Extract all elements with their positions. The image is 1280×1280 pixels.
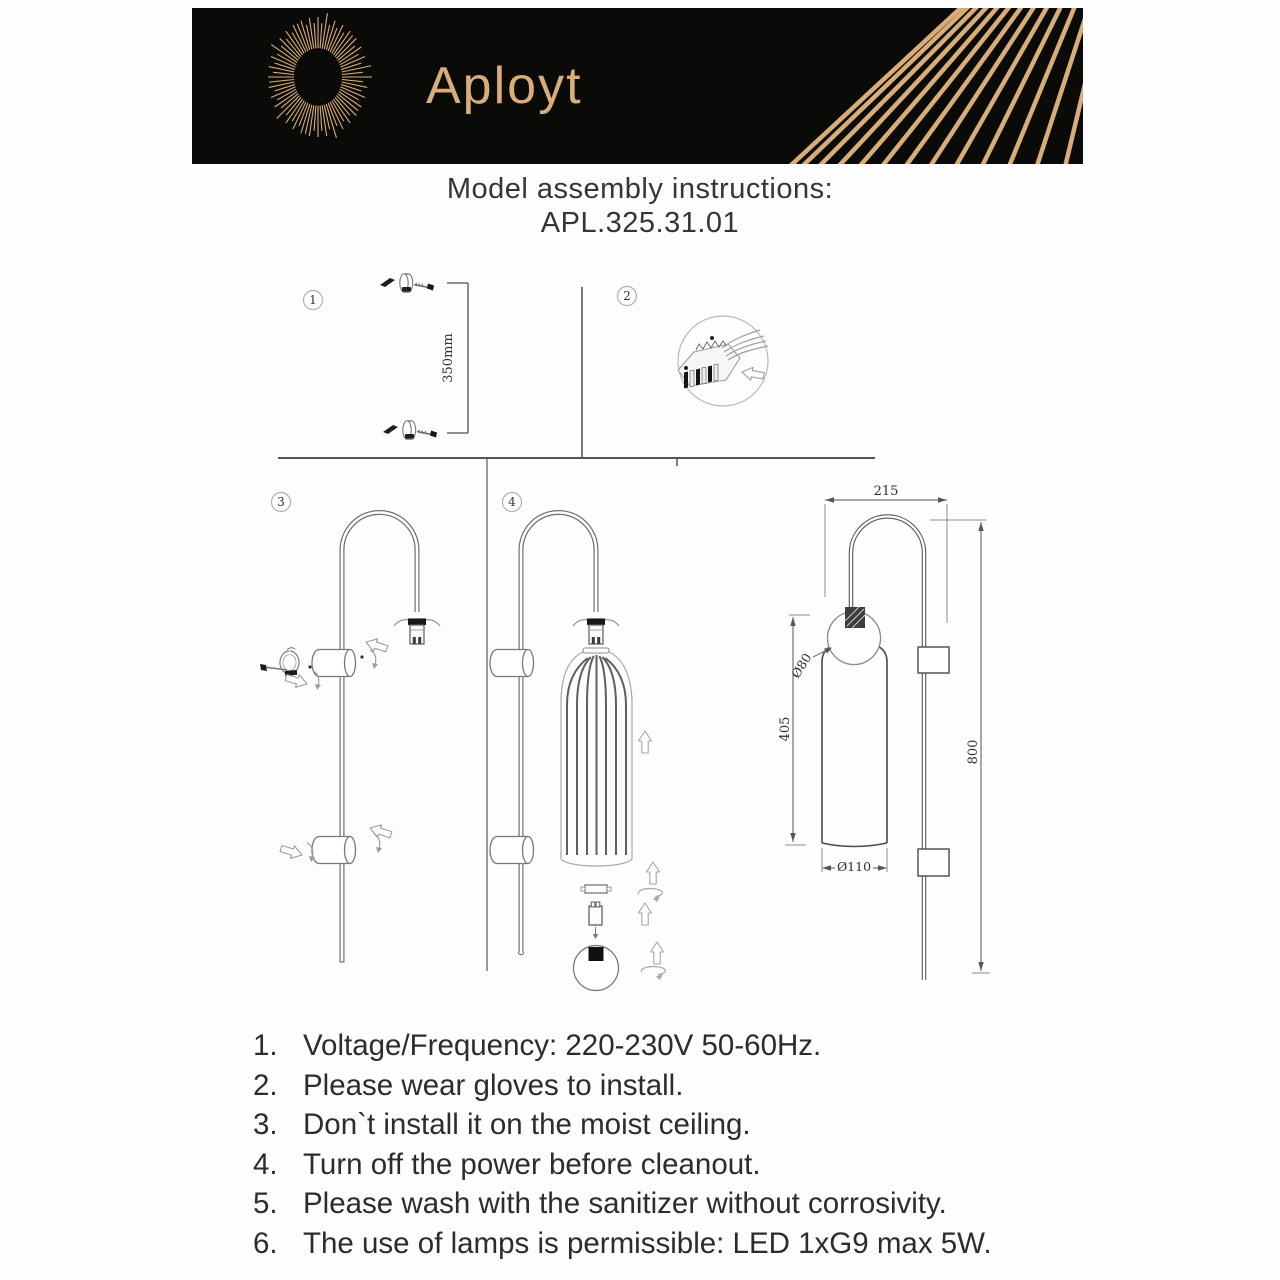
g9-bulb-icon (589, 902, 602, 939)
wall-bracket-cylinder (490, 650, 534, 677)
lift-arrow-icon (639, 903, 652, 925)
item-number: 6. (253, 1226, 278, 1260)
dim-mount-spacing: 350mm (441, 333, 456, 383)
item-text: Please wear gloves to install. (303, 1068, 684, 1102)
rotate-arrow-icon (374, 834, 382, 853)
list-item (253, 1224, 1233, 1264)
step-2-label: 2 (623, 289, 631, 303)
step-3-label: 3 (277, 495, 285, 509)
dim-215 (825, 484, 947, 623)
wall-anchor-icon (383, 421, 437, 439)
lift-arrow-icon (651, 942, 664, 964)
diagram-step2-wiring (678, 316, 768, 406)
step-1-label: 1 (309, 293, 317, 307)
retainer-ring-icon (581, 885, 611, 893)
lamp-socket-icon (394, 619, 440, 645)
svg-text:800: 800 (966, 739, 981, 765)
wall-bracket-cylinder (312, 837, 356, 864)
diagram-step1-anchors (380, 274, 468, 439)
item-text: Don`t install it on the moist ceiling. (303, 1108, 751, 1141)
wall-bracket-cylinder (490, 837, 534, 864)
sunburst-logo-icon (268, 13, 372, 138)
assembly-diagrams (190, 250, 1090, 1010)
dimension-drawing (778, 484, 990, 980)
dim-405 (778, 615, 810, 845)
twist-arrow-icon (638, 889, 662, 902)
item-text: Please wash with the sanitizer without corrosivity. (303, 1187, 947, 1220)
item-number: 3. (253, 1108, 278, 1141)
socket-hatched (845, 607, 865, 628)
svg-text:215: 215 (873, 484, 899, 499)
lift-arrow-icon (647, 862, 660, 884)
instruction-list (253, 1026, 1233, 1263)
section-dividers (278, 287, 875, 971)
dim-800 (930, 520, 990, 973)
list-item (253, 1145, 1233, 1185)
item-text: Voltage/Frequency: 220-230V 50-60Hz. (303, 1029, 822, 1062)
svg-text:Ø110: Ø110 (836, 859, 872, 874)
step-4-label: 4 (508, 495, 516, 509)
list-item (253, 1184, 1233, 1224)
slide-arrow-icon (364, 636, 389, 655)
list-item (253, 1105, 1233, 1145)
brand-logo-text: Aployt (426, 57, 583, 115)
svg-text:Ø80: Ø80 (787, 650, 815, 681)
item-text: Turn off the power before cleanout. (303, 1147, 761, 1181)
diagram-step3-frame (260, 513, 440, 963)
slide-arrow-icon (279, 842, 304, 861)
bracket-clamp-icon (260, 648, 312, 676)
brand-header (192, 8, 1083, 164)
item-number: 2. (253, 1068, 278, 1102)
item-text: The use of lamps is permissible: LED 1xG9 max 5W. (303, 1226, 992, 1260)
dim-ball-diameter (788, 648, 832, 681)
rotate-arrow-icon (370, 650, 378, 669)
glass-ball-icon (574, 946, 619, 991)
title-block (0, 172, 1280, 240)
insert-arrow-icon (741, 366, 765, 383)
slide-arrow-icon (368, 822, 393, 841)
model-code: APL.325.31.01 (540, 207, 740, 239)
corner-rays-icon (760, 8, 1083, 164)
page-title: Model assembly instructions: (446, 173, 834, 205)
wall-anchor-icon (380, 274, 434, 292)
lamp-socket-icon (573, 619, 619, 645)
dim-shade-diameter (822, 848, 887, 874)
twist-arrow-icon (641, 967, 665, 980)
fluted-shade-icon (561, 648, 632, 866)
item-number: 1. (253, 1029, 278, 1062)
item-number: 4. (253, 1147, 278, 1181)
diagram-step4-shade (490, 513, 665, 991)
list-item (253, 1026, 1233, 1066)
item-number: 5. (253, 1187, 278, 1220)
header-decoration (192, 8, 1083, 164)
svg-text:405: 405 (778, 716, 793, 742)
lift-arrow-icon (639, 731, 652, 753)
wall-bracket-cylinder (312, 650, 356, 677)
list-item (253, 1066, 1233, 1106)
